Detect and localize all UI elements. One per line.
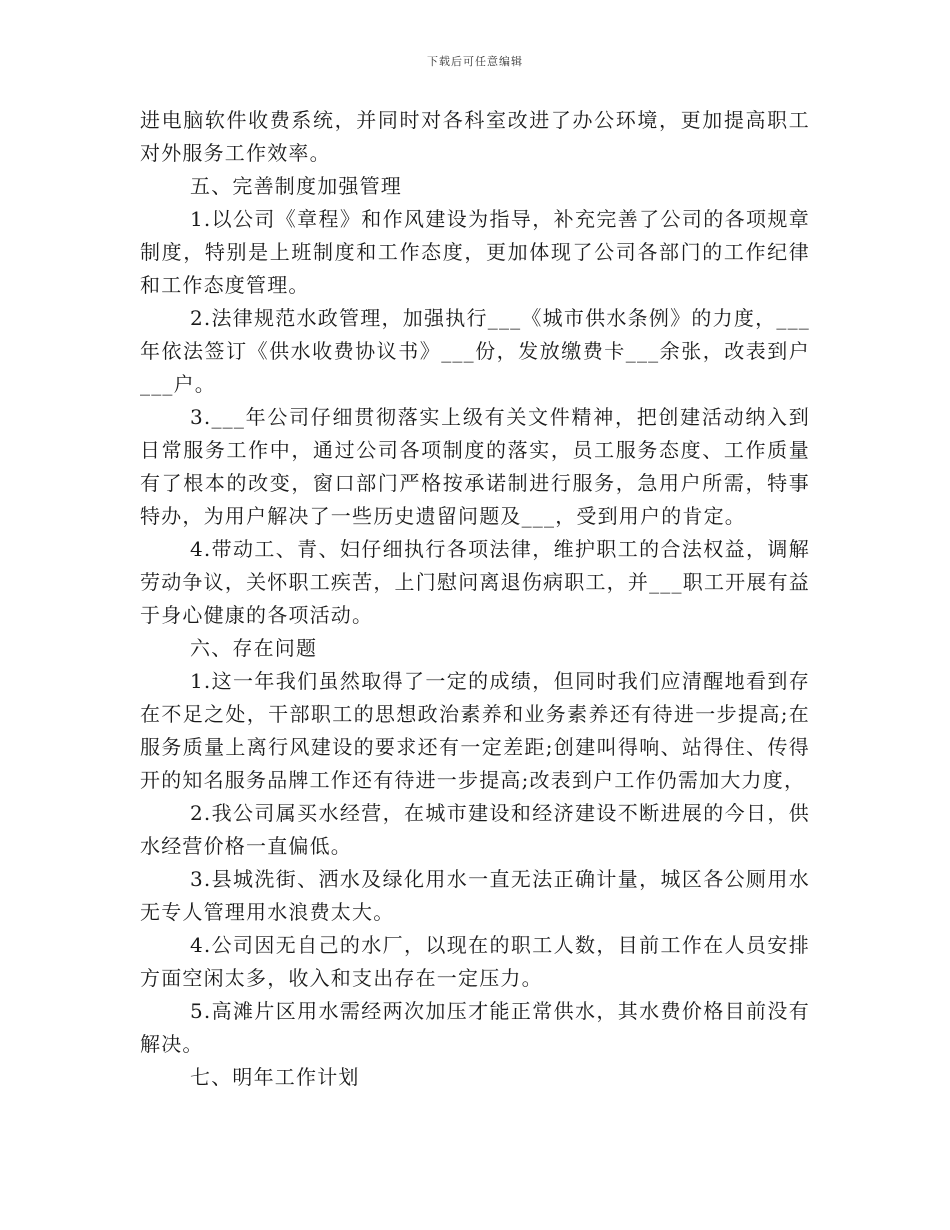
paragraph-item: 5.高滩片区用水需经两次加压才能正常供水，其水费价格目前没有解决。: [140, 999, 810, 1056]
paragraph-item: 2.我公司属买水经营，在城市建设和经济建设不断进展的今日，供水经营价格一直偏低。: [140, 801, 810, 858]
paragraph-item: 1.以公司《章程》和作风建设为指导，补充完善了公司的各项规章制度，特别是上班制度和工作态度，更加体现了公司各部门的工作纪律和工作态度管理。: [140, 207, 810, 297]
paragraph-item: 4.带动工、青、妇仔细执行各项法律，维护职工的合法权益，调解劳动争议，关怀职工疾苦，上门慰问离退伤病职工，并___职工开展有益于身心健康的各项活动。: [140, 537, 810, 627]
paragraph-item: 2.法律规范水政管理，加强执行___《城市供水条例》的力度，___年依法签订《供水收费协议书》___份，发放缴费卡___余张，改表到户___户。: [140, 306, 810, 396]
paragraph-item: 1.这一年我们虽然取得了一定的成绩，但同时我们应清醒地看到存在不足之处，干部职工的思想政治素养和业务素养还有待进一步提高;在服务质量上离行风建设的要求还有一定差距;创建叫得响、站得住、传得开的知名服务品牌工作还有待进一步提高;改表到户工作仍需加大力度，: [140, 669, 810, 792]
section-heading-5: 五、完善制度加强管理: [190, 174, 402, 198]
paragraph-item: 3.县城洗街、洒水及绿化用水一直无法正确计量，城区各公厕用水无专人管理用水浪费太大。: [140, 867, 810, 924]
paragraph-item: 4.公司因无自己的水厂，以现在的职工人数，目前工作在人员安排方面空闲太多，收入和支出存在一定压力。: [140, 933, 810, 990]
paragraph-item: 3.___年公司仔细贯彻落实上级有关文件精神，把创建活动纳入到日常服务工作中，通过公司各项制度的落实，员工服务态度、工作质量有了根本的改变，窗口部门严格按承诺制进行服务，急用户所需，特事特办，为用户解决了一些历史遗留问题及___，受到用户的肯定。: [140, 405, 810, 528]
document-body: [140, 104, 810, 1094]
paragraph-continuation: 进电脑软件收费系统，并同时对各科室改进了办公环境，更加提高职工对外服务工作效率。: [140, 108, 810, 165]
section-heading-6: 六、存在问题: [190, 636, 318, 660]
section-heading-7: 七、明年工作计划: [190, 1065, 360, 1089]
page-header-note: 下载后可任意编辑: [427, 55, 523, 68]
